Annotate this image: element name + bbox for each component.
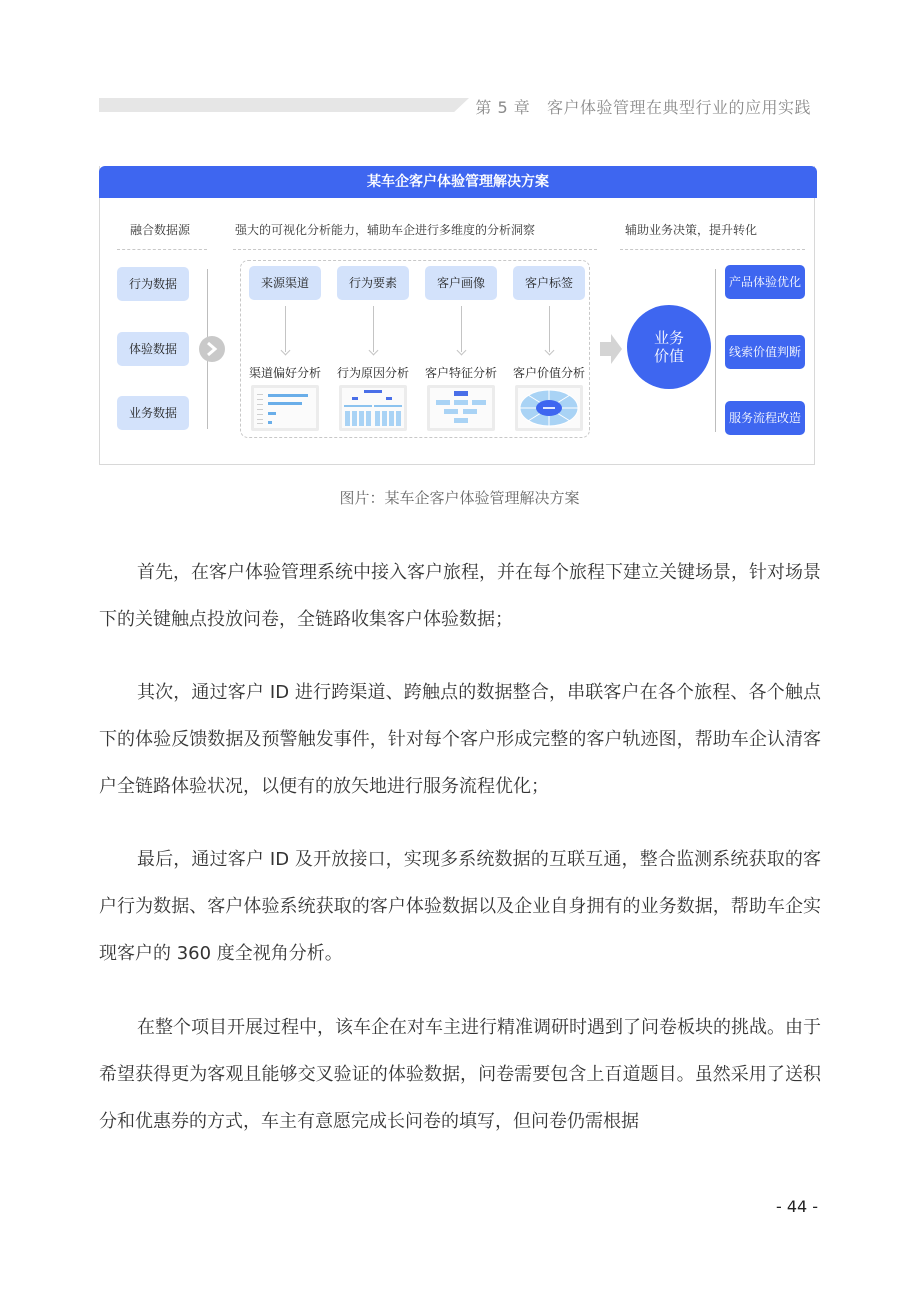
outcome-lead-value: 线索价值判断 bbox=[725, 335, 805, 369]
arrow-down-icon bbox=[285, 306, 286, 352]
analysis-result-label: 客户特征分析 bbox=[424, 366, 497, 380]
divider bbox=[233, 249, 597, 250]
analysis-result-label: 渠道偏好分析 bbox=[248, 366, 321, 380]
source-business-data: 业务数据 bbox=[117, 396, 189, 430]
analysis-result-label: 行为原因分析 bbox=[336, 366, 409, 380]
paragraph: 其次，通过客户 ID 进行跨渠道、跨触点的数据整合，串联客户在各个旅程、各个触点下的体验反馈数据及预警触发事件，针对每个客户形成完整的客户轨迹图，帮助车企认清客户全链路体验状况，以便有的放矢地进行服务流程优化； bbox=[99, 682, 821, 797]
ring-diagram-thumbnail bbox=[515, 385, 583, 431]
running-header bbox=[99, 93, 819, 117]
paragraph: 首先，在客户体验管理系统中接入客户旅程，并在每个旅程下建立关键场景，针对场景下的关键触点投放问卷，全链路收集客户体验数据； bbox=[99, 562, 821, 630]
analysis-group bbox=[240, 260, 590, 438]
header-decor-bar bbox=[99, 98, 469, 112]
page-number: - 44 - bbox=[776, 1197, 819, 1216]
outcome-service-process: 服务流程改造 bbox=[725, 401, 805, 435]
box-diagram-thumbnail bbox=[427, 385, 495, 431]
analysis-input-box: 客户画像 bbox=[425, 266, 497, 300]
source-experience-data: 体验数据 bbox=[117, 332, 189, 366]
chevron-right-icon bbox=[199, 336, 225, 362]
diagram-title: 某车企客户体验管理解决方案 bbox=[99, 166, 817, 198]
source-behavior-data: 行为数据 bbox=[117, 267, 189, 301]
outcome-product-experience: 产品体验优化 bbox=[725, 265, 805, 299]
outcomes-bracket-line bbox=[715, 269, 716, 432]
tree-chart-thumbnail bbox=[339, 385, 407, 431]
outcomes-heading: 辅助业务决策，提升转化 bbox=[625, 223, 758, 237]
bar-chart-thumbnail bbox=[251, 385, 319, 431]
solution-diagram bbox=[99, 166, 815, 465]
sources-heading: 融合数据源 bbox=[130, 223, 191, 237]
analysis-input-box: 行为要素 bbox=[337, 266, 409, 300]
analysis-heading: 强大的可视化分析能力，辅助车企进行多维度的分析洞察 bbox=[235, 223, 536, 237]
paragraph: 最后，通过客户 ID 及开放接口，实现多系统数据的互联互通，整合监测系统获取的客户行为数据、客户体验系统获取的客户体验数据以及企业自身拥有的业务数据，帮助车企实现客户的 360 度全视角分析。 bbox=[99, 849, 821, 964]
chapter-title bbox=[475, 95, 811, 118]
chapter-name: 客户体验管理在典型行业的应用实践 bbox=[546, 98, 811, 117]
divider bbox=[117, 249, 207, 250]
arrow-down-icon bbox=[461, 306, 462, 352]
figure-caption: 图片：某车企客户体验管理解决方案 bbox=[339, 489, 580, 507]
analysis-result-label: 客户价值分析 bbox=[512, 366, 585, 380]
value-line-2: 价值 bbox=[653, 347, 684, 365]
analysis-input-box: 来源渠道 bbox=[249, 266, 321, 300]
business-value-circle bbox=[627, 305, 711, 389]
analysis-input-box: 客户标签 bbox=[513, 266, 585, 300]
arrow-down-icon bbox=[373, 306, 374, 352]
divider bbox=[620, 249, 805, 250]
value-line-1: 业务 bbox=[653, 329, 684, 347]
paragraph: 在整个项目开展过程中，该车企在对车主进行精准调研时遇到了问卷板块的挑战。由于希望获得更为客观且能够交叉验证的体验数据，问卷需要包含上百道题目。虽然采用了送积分和优惠券的方式，车主有意愿完成长问卷的填写，但问卷仍需根据 bbox=[99, 1017, 821, 1132]
arrow-right-icon bbox=[600, 334, 622, 368]
arrow-down-icon bbox=[549, 306, 550, 352]
chapter-number: 第 5 章 bbox=[475, 98, 531, 117]
